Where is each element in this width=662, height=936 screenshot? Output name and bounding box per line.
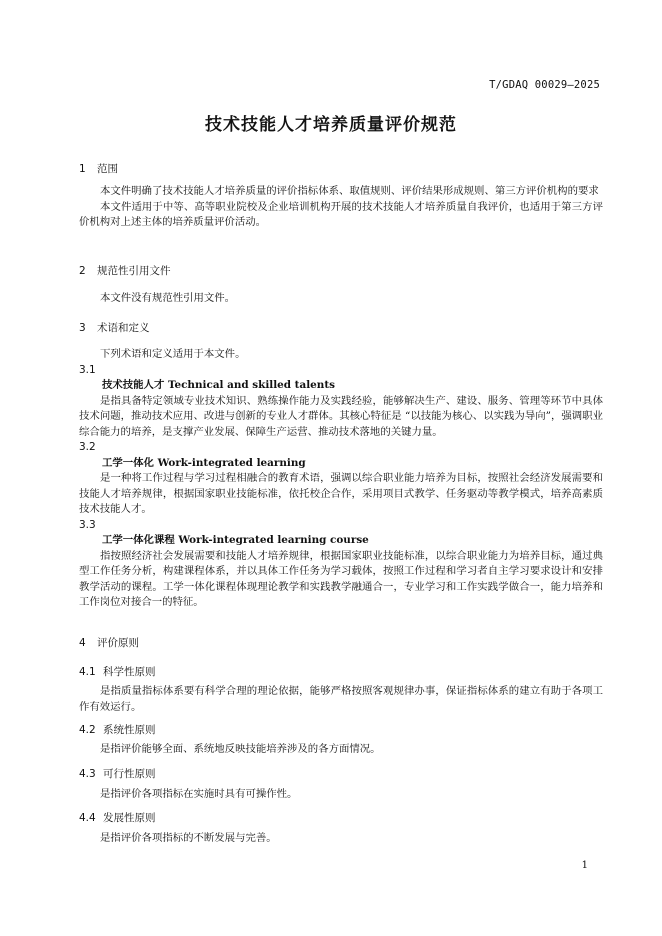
- term-definition: 是一种将工作过程与学习过程相融合的教育术语，强调以综合职业能力培养为目标，按照社会经济发展需要和技能人才培养规律，根据国家职业技能标准，依托校企合作，采用项目式教学、任务驱动等教学模式，培养高素质技术技能人才。: [79, 472, 603, 515]
- subsection-title: 发展性原则: [103, 812, 156, 824]
- paragraph: 本文件明确了技术技能人才培养质量的评价指标体系、取值规则、评价结果形成规则、第三方评价机构的要求: [100, 185, 599, 197]
- term-name: 技术技能人才 Technical and skilled talents: [102, 379, 335, 391]
- page-number: 1: [581, 860, 588, 871]
- paragraph: 是指评价各项指标的不断发展与完善。: [100, 832, 277, 844]
- term-name: 工学一体化课程 Work-integrated learning course: [102, 534, 369, 546]
- term-definition: 指按照经济社会发展需要和技能人才培养规律，根据国家职业技能标准，以综合职业能力为培养目标，通过典型工作任务分析，构建课程体系，并以具体工作任务为学习载体，按照工作过程和学习者自主学习要求设计和安排教学活动的课程。工学一体化课程体现理论教学和实践教学融通合一，专业学习和工作实践学做合一，能力培养和工作岗位对接合一的特征。: [79, 549, 603, 608]
- document-title: 技术技能人才培养质量评价规范: [205, 115, 457, 135]
- section-1-heading: [79, 161, 118, 176]
- paragraph: 是指评价能够全面、系统地反映技能培养涉及的各方面情况。: [100, 743, 381, 755]
- paragraph: 本文件没有规范性引用文件。: [100, 292, 236, 304]
- section-title: 术语和定义: [97, 322, 150, 334]
- subsection-4-3-heading: [79, 766, 156, 781]
- section-1-body: [79, 184, 603, 231]
- subsection-title: 可行性原则: [103, 768, 156, 780]
- section-4-heading: [79, 635, 139, 650]
- term-entry: [79, 518, 603, 611]
- subsection-number: 4.4: [79, 812, 96, 824]
- term-definition: 是指具备特定领域专业技术知识、熟练操作能力及实践经验，能够解决生产、建设、服务、管理等环节中具体技术问题，推动技术应用、改进与创新的专业人才群体。其核心特征是 “以技能为核心、以实践为导向”，强调职业综合能力的培养，是支撑产业发展、保障生产运营、推动技术落地的关键力量。: [79, 394, 603, 438]
- subsection-number: 4.2: [79, 724, 96, 736]
- subsection-4-1-body: [79, 684, 603, 715]
- section-2-heading: [79, 263, 171, 278]
- section-title: 规范性引用文件: [97, 265, 171, 277]
- term-number: 3.1: [79, 363, 96, 376]
- subsection-number: 4.3: [79, 768, 96, 780]
- section-number: 4: [79, 637, 86, 649]
- section-2-body: [79, 291, 603, 307]
- standard-code: T/GDAQ 00029—2025: [489, 79, 600, 91]
- section-title: 评价原则: [97, 637, 139, 649]
- section-number: 3: [79, 322, 86, 334]
- paragraph: 是指质量指标体系要有科学合理的理论依据，能够严格按照客观规律办事，保证指标体系的建立有助于各项工作有效运行。: [79, 685, 603, 713]
- subsection-4-2-body: [79, 742, 603, 758]
- section-number: 2: [79, 265, 86, 277]
- term-name: 工学一体化 Work-integrated learning: [102, 456, 306, 469]
- subsection-4-4-heading: [79, 810, 156, 825]
- term-entry: [79, 363, 603, 441]
- subsection-number: 4.1: [79, 666, 96, 678]
- subsection-4-1-heading: [79, 664, 156, 679]
- term-number: 3.3: [79, 518, 96, 531]
- subsection-4-2-heading: [79, 722, 156, 737]
- section-3-heading: [79, 320, 150, 335]
- section-number: 1: [79, 163, 86, 175]
- paragraph: 下列术语和定义适用于本文件。: [100, 348, 246, 360]
- section-title: 范围: [97, 163, 118, 175]
- subsection-title: 系统性原则: [103, 724, 156, 736]
- term-entry: [79, 440, 603, 518]
- subsection-4-4-body: [79, 831, 603, 847]
- subsection-title: 科学性原则: [103, 666, 156, 678]
- section-3-body: [79, 347, 603, 611]
- term-number: 3.2: [79, 441, 96, 453]
- paragraph: 本文件适用于中等、高等职业院校及企业培训机构开展的技术技能人才培养质量自我评价，也适用于第三方评价机构对上述主体的培养质量评价活动。: [79, 200, 603, 228]
- subsection-4-3-body: [79, 787, 603, 803]
- paragraph: 是指评价各项指标在实施时具有可操作性。: [100, 788, 298, 800]
